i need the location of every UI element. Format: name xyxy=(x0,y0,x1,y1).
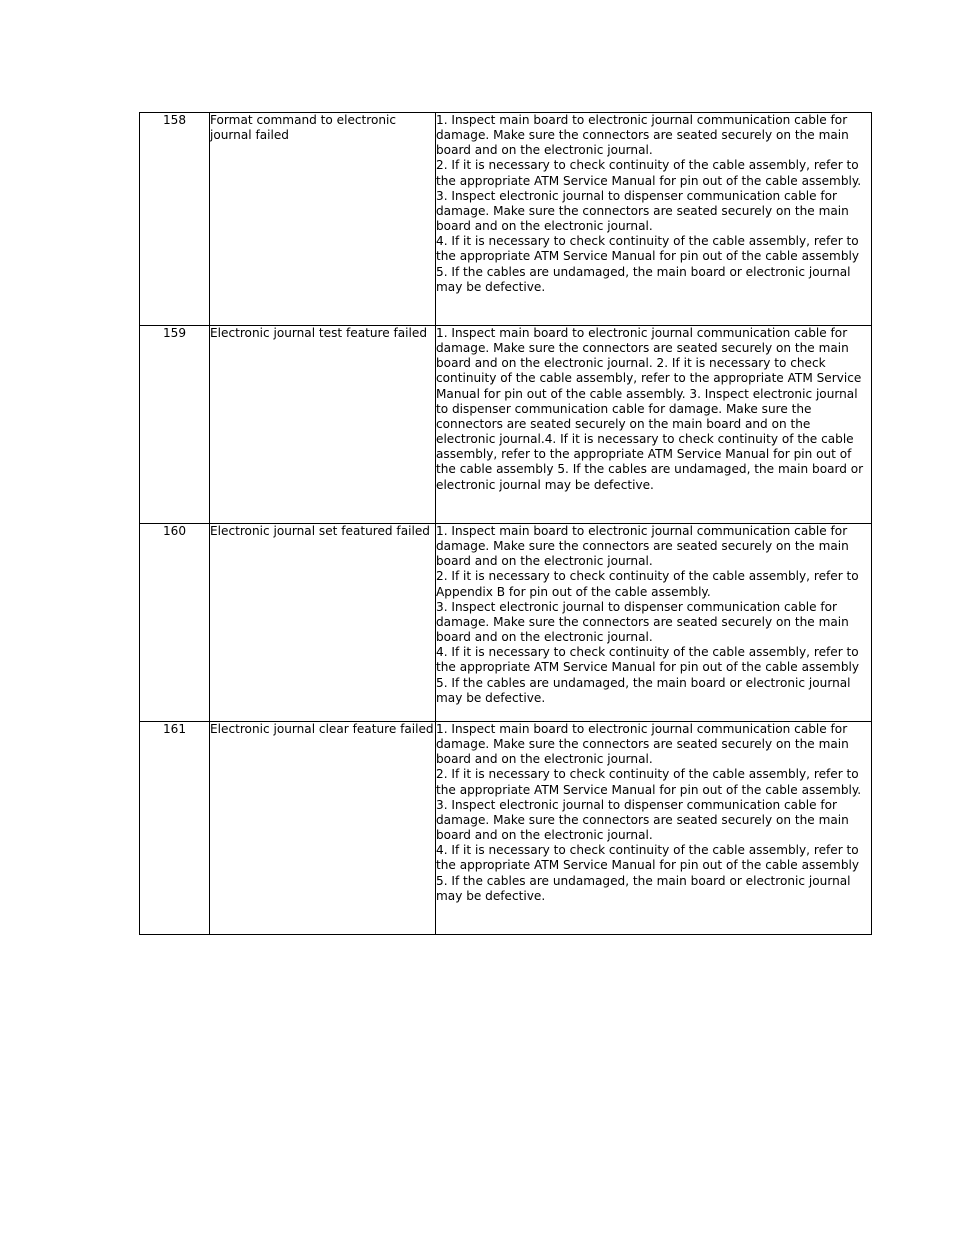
error-code-cell: 159 xyxy=(140,326,210,524)
action-step: 1. Inspect main board to electronic journal communication cable for damage. Make sure the connectors are seated securely on the main board and on the electronic journal. xyxy=(436,524,849,569)
table-row xyxy=(140,722,872,935)
action-step: 4. If it is necessary to check continuity of the cable assembly, refer to the appropriate ATM Service Manual for pin out of the cable assembly xyxy=(436,645,860,675)
error-description-cell: Electronic journal clear feature failed xyxy=(210,722,436,935)
error-code-table xyxy=(139,112,872,935)
action-step: 1. Inspect main board to electronic journal communication cable for damage. Make sure the connectors are seated securely on the main board and on the electronic journal. xyxy=(436,113,849,158)
action-step: 3. Inspect electronic journal to dispenser communication cable for damage. Make sure the connectors are seated securely on the main board and on the electronic journal. xyxy=(436,188,849,234)
error-code-cell: 160 xyxy=(140,524,210,722)
action-step: 5. If the cables are undamaged, the main board or electronic journal may be defective. xyxy=(436,675,851,705)
error-description-cell: Electronic journal test feature failed xyxy=(210,326,436,524)
error-description-cell: Electronic journal set featured failed xyxy=(210,524,436,722)
corrective-action-cell xyxy=(436,113,872,326)
action-step: 5. If the cables are undamaged, the main board or electronic journal may be defective. xyxy=(436,873,851,903)
table-row xyxy=(140,113,872,326)
error-code-cell: 161 xyxy=(140,722,210,935)
error-code-cell: 158 xyxy=(140,113,210,326)
action-step: 2. If it is necessary to check continuity of the cable assembly, refer to Appendix B for pin out of the cable assembly. xyxy=(436,569,859,599)
action-step: 2. If it is necessary to check continuity of the cable assembly, refer to the appropriate ATM Service Manual for pin out of the cable assembly. xyxy=(436,767,862,797)
action-step: 2. If it is necessary to check continuity of the cable assembly, refer to the appropriate ATM Service Manual for pin out of the cable assembly. xyxy=(436,158,862,188)
action-paragraph: 1. Inspect main board to electronic journal communication cable for damage. Make sure the connectors are seated securely on the main board and on the electronic journal. 2. If it is necessary to check continuity of the cable assembly, refer to the appropriate ATM Service Manual for pin out of the cable assembly. 3. Inspect electronic journal to dispenser communication cable for damage. Make sure the connectors are seated securely on the main board and on the electronic journal.4. If it is necessary to check continuity of the cable assembly, refer to the appropriate ATM Service Manual for pin out of the cable assembly 5. If the cables are undamaged, the main board or electronic journal may be defective. xyxy=(436,326,864,492)
action-step: 4. If it is necessary to check continuity of the cable assembly, refer to the appropriate ATM Service Manual for pin out of the cable assembly xyxy=(436,843,860,873)
action-step: 3. Inspect electronic journal to dispenser communication cable for damage. Make sure the connectors are seated securely on the main board and on the electronic journal. xyxy=(436,797,849,843)
table-row xyxy=(140,326,872,524)
corrective-action-cell xyxy=(436,722,872,935)
action-step: 4. If it is necessary to check continuity of the cable assembly, refer to the appropriate ATM Service Manual for pin out of the cable assembly xyxy=(436,234,860,264)
action-step: 3. Inspect electronic journal to dispenser communication cable for damage. Make sure the connectors are seated securely on the main board and on the electronic journal. xyxy=(436,599,849,645)
action-step: 1. Inspect main board to electronic journal communication cable for damage. Make sure the connectors are seated securely on the main board and on the electronic journal. xyxy=(436,722,849,767)
action-step: 5. If the cables are undamaged, the main board or electronic journal may be defective. xyxy=(436,264,851,294)
error-description-cell: Format command to electronic journal failed xyxy=(210,113,436,326)
corrective-action-cell xyxy=(436,326,872,524)
corrective-action-cell xyxy=(436,524,872,722)
table-row xyxy=(140,524,872,722)
